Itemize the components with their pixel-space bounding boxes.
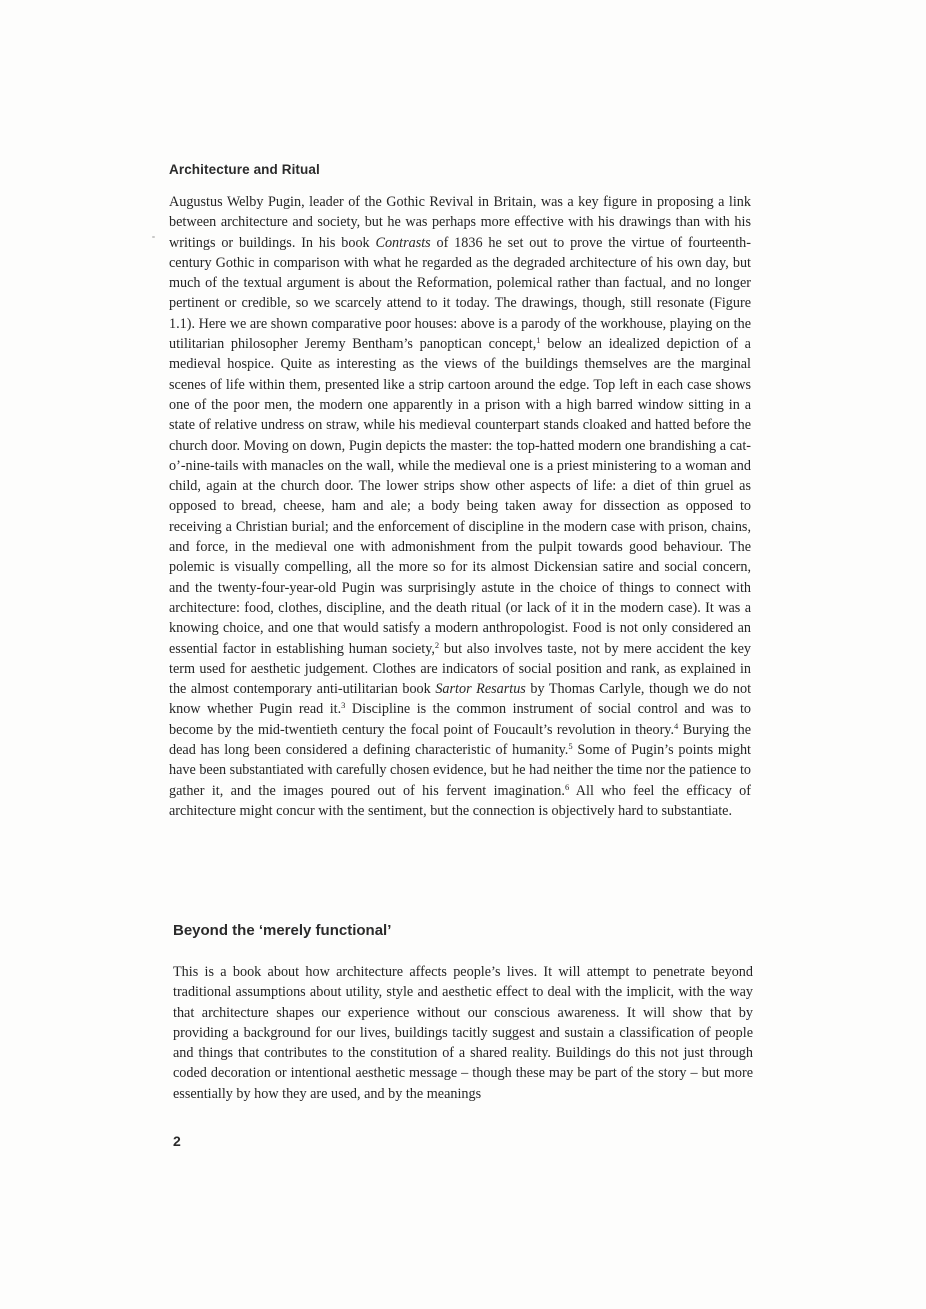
running-head: Architecture and Ritual [169, 162, 320, 177]
text-run: of 1836 he set out to prove the virtue of fourteenth-century Gothic in comparison with what he regarded as the degraded architecture of his own day, but much of the textual argument is about the Reformation, polemical rather than factual, and no longer pertinent or credible, so we scarcely attend to it today. The drawings, though, still resonate (Figure 1.1). Here we are shown comparative poor houses: above is a parody of the workhouse, playing on the utilitarian philosopher Jeremy Bentham’s panoptican concept, [169, 234, 751, 353]
intro-paragraph [169, 192, 751, 821]
section-paragraph [173, 962, 753, 1104]
section-heading: Beyond the ‘merely functional’ [173, 922, 392, 939]
text-run: Augustus Welby Pugin, leader of the Gothic Revival in Britain, was a key figure in proposing a link between architecture and society, but he was perhaps more effective with his drawings than with his writings or buildings. In his book [169, 194, 751, 251]
footnote-marker: 1 [536, 335, 541, 346]
text-run: Burying the dead has long been considered a defining characteristic of humanity. [169, 721, 751, 759]
footnote-marker: 4 [674, 720, 679, 731]
text-run: All who feel the efficacy of architecture might concur with the sentiment, but the connection is objectively hard to substantiate. [169, 782, 751, 819]
text-run: Some of Pugin’s points might have been substantiated with carefully chosen evidence, but he had neither the time nor the patience to gather it, and the images poured out of his fervent imagination. [169, 742, 751, 799]
text-run: below an idealized depiction of a medieval hospice. Quite as interesting as the views of the buildings themselves are the marginal scenes of life within them, presented like a strip cartoon around the edge. Top left in each case shows one of the poor men, the modern one apparently in a prison with a high barred window sitting in a state of relative undress on straw, while his medieval counterpart stands cloaked and hatted before the church door. Moving on down, Pugin depicts the master: the top-hatted modern one brandishing a cat-o’-nine-tails with manacles on the wall, while the medieval one is a priest ministering to a woman and child, again at the church door. The lower strips show other aspects of life: a diet of thin gruel as opposed to bread, cheese, ham and ale; a body being taken away for dissection as opposed to receiving a Christian burial; and the enforcement of discipline in the modern case with prison, chains, and force, in the medieval one with admonishment from the pulpit towards good behaviour. The polemic is visually compelling, all the more so for its almost Dickensian satire and social concern, and the twenty-four-year-old Pugin was surprisingly astute in the choice of things to connect with architecture: food, clothes, discipline, and the death ritual (or lack of it in the modern case). It was a knowing choice, and one that would satisfy a modern anthropologist. Food is not only considered an essential factor in establishing human society, [169, 336, 751, 657]
text-run: by Thomas Carlyle, though we do not know whether Pugin read it. [169, 681, 752, 718]
book-title-contrasts: Contrasts [375, 234, 431, 251]
footnote-marker: 5 [568, 741, 573, 752]
text-run: but also involves taste, not by mere accident the key term used for aesthetic judgement. Clothes are indicators of social position and rank, as explained in the almost contemporary anti-utilitarian book [169, 640, 752, 698]
text-run: Discipline is the common instrument of social control and was to become by the mid-twentieth century the focal point of Foucault’s revolution in theory. [169, 701, 751, 738]
footnote-marker: 6 [564, 781, 570, 792]
scan-speck [152, 236, 155, 238]
book-title-sartor-resartus: Sartor Resartus [435, 681, 526, 698]
page-number: 2 [173, 1133, 181, 1149]
intro-paragraph-text [169, 192, 751, 821]
section-paragraph-text: This is a book about how architecture affects people’s lives. It will attempt to penetrate beyond traditional assumptions about utility, style and aesthetic effect to deal with the implicit, with the way that architecture shapes our experience without our conscious awareness. It will show that by providing a background for our lives, buildings tacitly suggest and sustain a classification of people and things that contributes to the constitution of a shared reality. Buildings do this not just through coded decoration or intentional aesthetic message – though these may be part of the story – but more essentially by how they are used, and by the meanings [173, 964, 753, 1102]
footnote-marker: 2 [434, 639, 440, 650]
footnote-marker: 3 [341, 700, 346, 711]
